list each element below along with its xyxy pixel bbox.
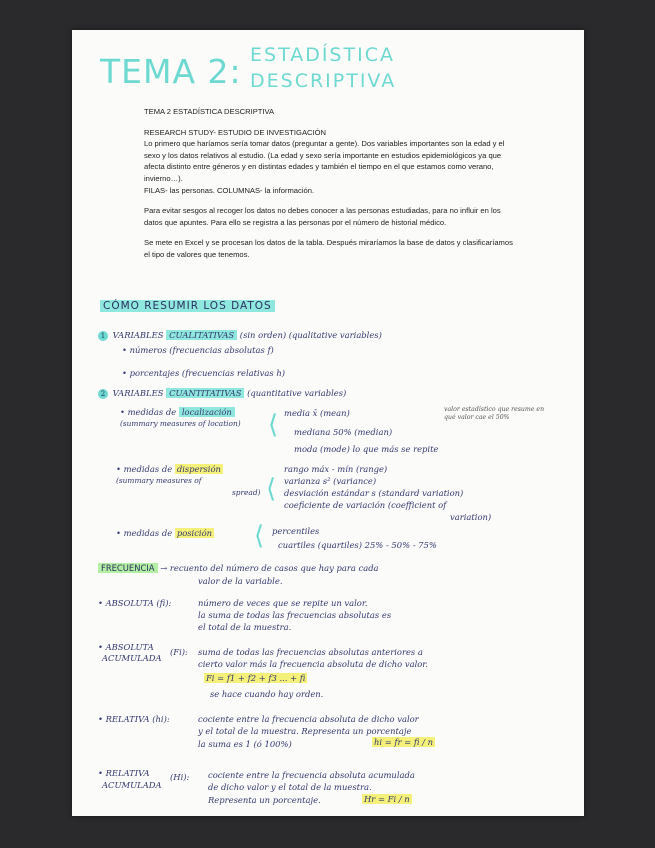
relativa-title: • RELATIVA (hi): — [98, 714, 170, 724]
side-note-mediana: valor estadístico que resume en qué valor cae el 50% — [444, 406, 545, 421]
brace-arrow-icon-3: ⟨ — [254, 521, 265, 551]
absac-title-2: ACUMULADA — [102, 653, 162, 663]
absac-3: se hace cuando hay orden. — [210, 689, 324, 699]
item-cuartiles: cuartiles (quartiles) 25% - 50% - 75% — [278, 540, 437, 550]
title-tema: TEMA 2: — [100, 52, 242, 91]
dispersion-sub-2: spread) — [232, 488, 261, 497]
number-two-icon: 2 — [98, 389, 108, 399]
frecuencia-def-2: valor de la variable. — [198, 576, 283, 586]
medidas-localizacion — [120, 407, 235, 417]
relac-3: Representa un porcentaje. — [208, 795, 321, 805]
item-varianza: varianza s² (variance) — [284, 476, 377, 486]
absoluta-title: • ABSOLUTA (fi): — [98, 598, 172, 608]
item-rango: rango máx - mín (range) — [284, 464, 388, 474]
notes-page — [72, 30, 584, 816]
relac-title-2: ACUMULADA — [102, 780, 162, 790]
medidas-posicion — [116, 528, 214, 538]
relativa-2: y el total de la muestra. Representa un porcentaje — [198, 726, 412, 736]
item-media: media x̄ (mean) — [284, 408, 350, 418]
absoluta-2: la suma de todas las frecuencias absolutas es — [198, 610, 392, 620]
relativa-formula: hi = fr = fi / n — [374, 737, 433, 747]
line-cuantitativas — [98, 388, 346, 399]
label-medidas-3: • medidas de — [116, 528, 173, 538]
dispersion-sub-1: (summary measures of — [116, 476, 202, 485]
typed-paragraph-2: Para evitar sesgos al recoger los datos no debes conocer a las personas estudiadas, para no influir en los datos que apuntes. Para ello se registra a las personas por el número de historial médico. — [144, 206, 501, 227]
item-desviacion: desviación estándar s (standard variation) — [284, 488, 464, 498]
title-estadistica: ESTADÍSTICA — [250, 44, 395, 66]
localizacion-sub: (summary measures of location) — [120, 419, 241, 428]
item-moda: moda (mode) lo que más se repite — [294, 444, 439, 454]
typed-research: RESEARCH STUDY- ESTUDIO DE INVESTIGACIÓN — [144, 127, 326, 137]
relac-2: de dicho valor y el total de la muestra. — [208, 782, 372, 792]
absac-fi: (Fi): — [170, 647, 188, 657]
relac-title-1: • RELATIVA — [98, 768, 150, 778]
line-frecuencia — [98, 563, 379, 573]
label-frecuencia: FRECUENCIA — [98, 563, 158, 573]
absac-formula: Fi = f1 + f2 + f3 ... + fi — [206, 673, 306, 683]
label-medidas-2: • medidas de — [116, 464, 173, 474]
label-medidas: • medidas de — [120, 407, 177, 417]
label-cualitativas: CUALITATIVAS — [166, 330, 237, 340]
label-variables: VARIABLES — [112, 330, 164, 340]
cual-numeros: • números (frecuencias absolutas f) — [122, 345, 274, 355]
cual-porcentajes: • porcentajes (frecuencias relativas h) — [122, 368, 286, 378]
label-cuantitativas-note: (quantitative variables) — [247, 388, 347, 398]
brace-arrow-icon: ⟨ — [268, 410, 279, 440]
typed-section — [144, 106, 514, 261]
relac-hi: (Hi): — [170, 772, 190, 782]
relac-1: cociente entre la frecuencia absoluta acumulada — [208, 770, 415, 780]
frecuencia-def-1: → recuento del número de casos que hay para cada — [160, 563, 379, 573]
absoluta-1: número de veces que se repite un valor. — [198, 598, 368, 608]
relac-formula: Hr = Fi / n — [364, 794, 410, 804]
absac-1: suma de todas las frecuencias absolutas anteriores a — [198, 647, 423, 657]
title-descriptiva: DESCRIPTIVA — [250, 70, 397, 92]
item-percentiles: percentiles — [272, 526, 320, 536]
typed-paragraph-1b: FILAS- las personas. COLUMNAS- la información. — [144, 185, 315, 195]
medidas-dispersion — [116, 464, 223, 474]
heading-como-resumir: CÓMO RESUMIR LOS DATOS — [100, 300, 275, 312]
absoluta-3: el total de la muestra. — [198, 622, 292, 632]
label-localizacion: localización — [179, 407, 235, 417]
typed-paragraph-3: Se mete en Excel y se procesan los datos de la tabla. Después miraríamos la base de datos y clasificaríamos el tipo de valores que tenemos. — [144, 238, 513, 259]
line-cualitativas — [98, 330, 382, 341]
label-variables-2: VARIABLES — [112, 388, 164, 398]
label-cuantitativas: CUANTITATIVAS — [166, 388, 244, 398]
relativa-1: cociente entre la frecuencia absoluta de dicho valor — [198, 714, 419, 724]
label-posicion: posición — [176, 528, 213, 538]
typed-title: TEMA 2 ESTADÍSTICA DESCRIPTIVA — [144, 107, 275, 116]
item-coeficiente: coeficiente de variación (coefficient of — [284, 500, 447, 510]
label-cualitativas-note: (sin orden) (qualitative variables) — [239, 330, 382, 340]
label-dispersion: dispersión — [176, 464, 221, 474]
relativa-3: la suma es 1 (ó 100%) — [198, 739, 292, 749]
number-one-icon: 1 — [98, 331, 108, 341]
typed-paragraph-1: Lo primero que haríamos sería tomar datos (preguntar a gente). Dos variables importantes son la edad y el sexo y los datos relativos al estudio. (La edad y sexo sería importante en estudios epidemiológicos ya que afecta distinto entre géneros y en distintas edades y también el tiempo en el que estamos como verano, invierno…). — [144, 139, 505, 183]
brace-arrow-icon-2: ⟨ — [266, 474, 277, 504]
absac-title-1: • ABSOLUTA — [98, 642, 154, 652]
absac-2: cierto valor más la frecuencia absoluta de dicho valor. — [198, 659, 429, 669]
item-mediana: mediana 50% (median) — [294, 427, 393, 437]
item-coeficiente-2: variation) — [450, 512, 492, 522]
